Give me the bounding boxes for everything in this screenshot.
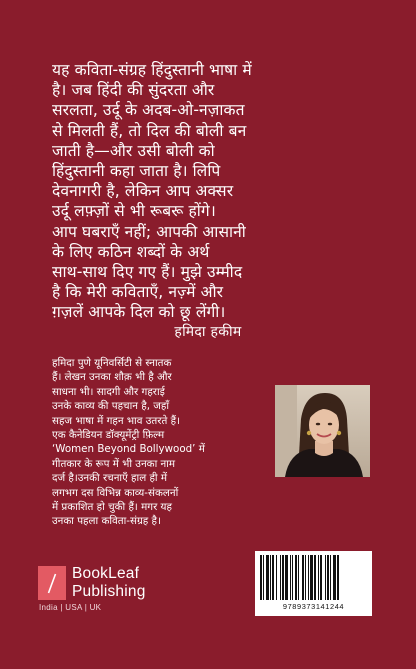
isbn-barcode bbox=[255, 551, 372, 616]
publisher-logo bbox=[38, 565, 168, 615]
blurb-line: यह कविता-संग्रह हिंदुस्तानी भाषा में bbox=[52, 61, 252, 79]
barcode-bar bbox=[333, 555, 336, 600]
blurb-line: आप घबराएँ नहीं; आपकी आसानी bbox=[52, 222, 246, 241]
barcode-bar bbox=[298, 555, 299, 600]
barcode-bar bbox=[290, 555, 291, 600]
barcode-bar bbox=[325, 555, 326, 600]
blurb-text bbox=[52, 60, 370, 323]
bio-line: उनका पहला कविता-संग्रह है। bbox=[52, 515, 161, 528]
blurb-line: से मिलती हैं, तो दिल की बोली बन bbox=[52, 121, 247, 140]
barcode-bar bbox=[318, 555, 319, 600]
blurb-line: है कि मेरी कविताएँ, नज़्में और bbox=[52, 283, 224, 302]
barcode-bar bbox=[314, 555, 316, 600]
author-name: हमिदा हकीम bbox=[174, 324, 242, 340]
barcode-bar bbox=[280, 555, 281, 600]
author-photo bbox=[275, 385, 370, 477]
barcode-bar bbox=[272, 555, 274, 600]
blurb-line: ग़ज़लें आपके दिल को छू लेंगी। bbox=[52, 303, 226, 322]
publisher-name-line1: BookLeaf bbox=[72, 565, 140, 582]
blurb-line: के लिए कठिन शब्दों के अर्थ bbox=[52, 242, 210, 261]
blurb-line: उर्दू लफ़्ज़ों से भी रूबरू होंगे। bbox=[52, 202, 216, 221]
bio-line: में प्रकाशित हो चुकी हैं। मगर यह bbox=[52, 501, 172, 514]
author-portrait-image bbox=[275, 385, 370, 477]
barcode-bar bbox=[330, 555, 331, 600]
barcode-bar bbox=[302, 555, 304, 600]
blurb-line: है। जब हिंदी की सुंदरता और bbox=[52, 81, 215, 100]
blurb-line: हिंदुस्तानी कहा जाता है। लिपि bbox=[52, 162, 221, 181]
barcode-bars bbox=[259, 555, 368, 600]
bio-line: सहज भाषा में गहन भाव उतरते हैं। bbox=[52, 414, 180, 427]
publisher-regions: India | USA | UK bbox=[39, 603, 102, 612]
barcode-bar bbox=[266, 555, 269, 600]
barcode-bar bbox=[270, 555, 271, 600]
bio-line: हमिदा पुणे यूनिवर्सिटी से स्नातक bbox=[52, 357, 172, 369]
blurb-line: देवनागरी है, लेकिन आप अक्सर bbox=[52, 182, 234, 201]
blurb-line: साथ-साथ दिए गए हैं। मुझे उम्मीद bbox=[52, 263, 243, 282]
bio-line: लगभग दस विभिन्न काव्य-संकलनों bbox=[52, 486, 179, 499]
barcode-bar bbox=[263, 555, 264, 600]
blurb-line: सरलता, उर्दू के अदब-ओ-नज़ाकत bbox=[52, 101, 245, 120]
bio-line: एक कैनेडियन डॉक्यूमेंट्री फ़िल्म bbox=[52, 429, 165, 442]
barcode-bar bbox=[260, 555, 262, 600]
blurb-line: जाती है—और उसी बोली को bbox=[52, 141, 215, 160]
bio-line: गीतकार के रूप में भी उनका नाम bbox=[52, 457, 176, 470]
publisher-name-line2: Publishing bbox=[72, 583, 146, 600]
bio-line: हैं। लेखन उनका शौक़ भी है और bbox=[52, 371, 172, 384]
barcode-bar bbox=[285, 555, 288, 600]
slash-mark-icon bbox=[38, 566, 66, 600]
barcode-bar bbox=[295, 555, 297, 600]
barcode-bar bbox=[310, 555, 313, 600]
isbn-number: 9789373141244 bbox=[282, 602, 345, 611]
bio-line: दर्ज है।उनकी रचनाएँ हाल ही में bbox=[52, 472, 168, 485]
barcode-bar bbox=[337, 555, 339, 600]
barcode-bar bbox=[320, 555, 322, 600]
barcode-bar bbox=[292, 555, 293, 600]
author-bio bbox=[52, 356, 262, 529]
barcode-bar bbox=[327, 555, 329, 600]
barcode-bar bbox=[305, 555, 306, 600]
barcode-bar bbox=[276, 555, 277, 600]
barcode-bar bbox=[282, 555, 284, 600]
bio-line: ‘Women Beyond Bollywood’ में bbox=[52, 443, 205, 456]
bio-line: साधना भी। सादगी और गहराई bbox=[52, 385, 165, 398]
bio-line: उनके काव्य की पहचान है, जहाँ bbox=[52, 400, 170, 413]
barcode-bar bbox=[308, 555, 309, 600]
